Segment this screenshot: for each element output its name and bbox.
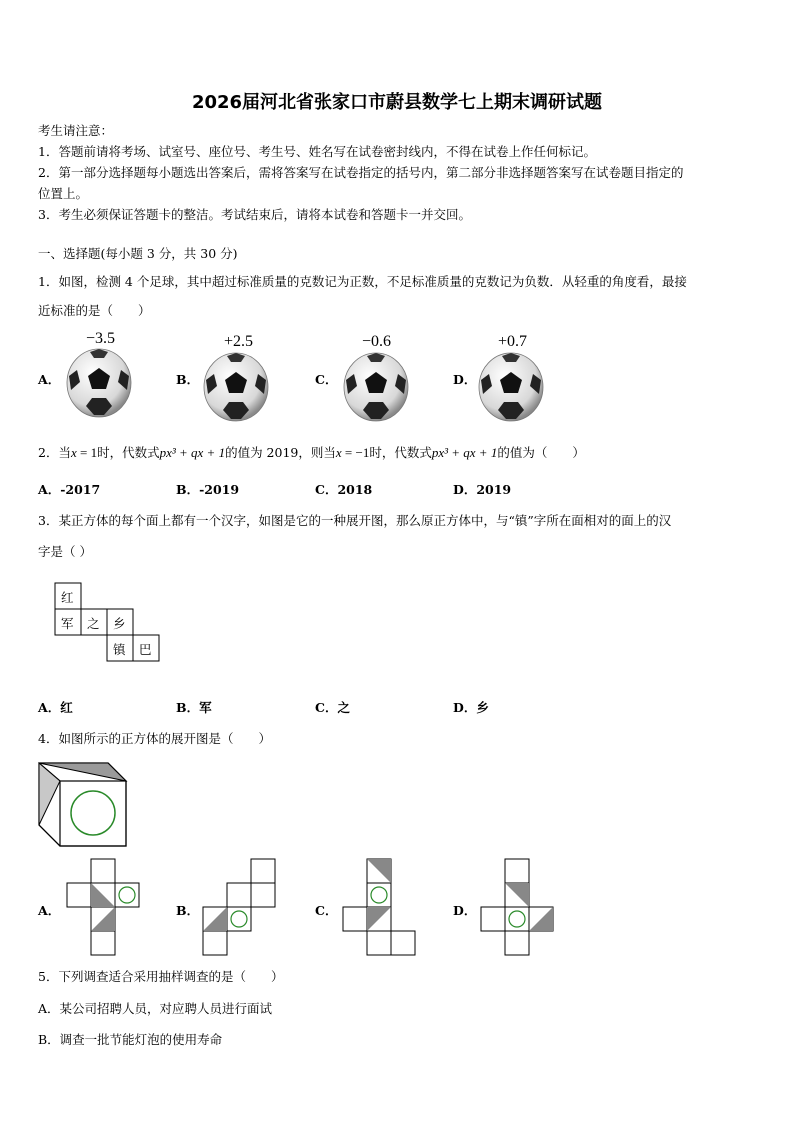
q4-text: 4．如图所示的正方体的展开图是（ ） — [38, 731, 271, 746]
q2-value-1: = 1 — [76, 445, 98, 460]
q2-option-c: C．2018 — [315, 482, 373, 497]
page-title: 2026届河北省张家口市蔚县数学七上期末调研试题 — [191, 92, 603, 113]
q1-option-d-letter: D． — [453, 372, 477, 387]
q4-option-d-net — [480, 858, 556, 958]
soccer-ball-icon — [203, 350, 269, 422]
soccer-ball-icon — [66, 346, 132, 418]
q2-option-a: A．-2017 — [38, 482, 101, 497]
q2-text-part2: 时，代数式 — [97, 445, 160, 460]
q2-expression: px³ + qx + 1 — [431, 445, 498, 460]
q3-option-c: C．之 — [315, 700, 350, 715]
q5-option-b: B．调查一批节能灯泡的使用寿命 — [38, 1032, 223, 1047]
notice-item-3: 3．考生必须保证答题卡的整洁。考试结束后，请将本试卷和答题卡一并交回。 — [38, 207, 471, 222]
q3-net-face: 巴 — [139, 642, 152, 657]
q2-text-part5: 的值为（ ） — [497, 445, 585, 460]
q3-option-d: D．乡 — [453, 700, 489, 715]
q1-option-c-value: −0.6 — [362, 333, 392, 350]
q3-net-face: 乡 — [113, 616, 126, 631]
q4-option-d-letter: D． — [453, 903, 477, 918]
q4-option-c-letter: C． — [315, 903, 338, 918]
section-heading: 一、选择题(每小题 3 分，共 30 分) — [38, 246, 238, 261]
q5-text: 5．下列调查适合采用抽样调查的是（ ） — [38, 969, 284, 984]
q2-text-part4: 时，代数式 — [369, 445, 432, 460]
q3-net-face: 镇 — [113, 642, 126, 657]
q3-text: 3．某正方体的每个面上都有一个汉字，如图是它的一种展开图，那么原正方体中，与“镇”字所在面相对的面上的汉 — [38, 513, 672, 528]
soccer-ball-icon — [478, 350, 544, 422]
notice-item-2-cont: 位置上。 — [38, 186, 89, 201]
q1-option-c-letter: C． — [315, 372, 338, 387]
notice-item-2: 2．第一部分选择题每小题选出答案后，需将答案写在试卷指定的括号内，第二部分非选择题答案写在试卷题目指定的 — [38, 165, 684, 180]
q2-text — [38, 443, 585, 461]
q2-text-part1: 2．当 — [38, 445, 71, 460]
q1-option-b-letter: B． — [176, 372, 200, 387]
q2-expression: px³ + qx + 1 — [159, 445, 226, 460]
q4-option-a-net — [66, 858, 142, 958]
q2-text-part3: 的值为 2019，则当 — [225, 445, 336, 460]
q3-option-b: B．军 — [176, 700, 212, 715]
q3-net-face: 红 — [61, 590, 74, 605]
q1-text: 1．如图，检测 4 个足球，其中超过标准质量的克数记为正数，不足标准质量的克数记为负数．从轻重的角度看，最接 — [38, 274, 687, 289]
q4-option-b-letter: B． — [176, 903, 200, 918]
q4-cube-figure — [38, 759, 128, 847]
q3-option-a: A．红 — [38, 700, 73, 715]
q2-value-2: = −1 — [341, 445, 370, 460]
q2-option-d: D．2019 — [453, 482, 512, 497]
q2-var-x: x — [70, 445, 77, 460]
notice-item-1: 1．答题前请将考场、试室号、座位号、考生号、姓名写在试卷密封线内，不得在试卷上作任何标记。 — [38, 144, 596, 159]
q3-net-face: 军 — [61, 616, 74, 631]
q4-option-a-letter: A． — [38, 903, 61, 918]
q1-text-cont: 近标准的是（ ） — [38, 303, 151, 318]
q2-option-b: B．-2019 — [176, 482, 240, 497]
q5-option-a: A．某公司招聘人员，对应聘人员进行面试 — [38, 1001, 273, 1016]
notice-heading: 考生请注意： — [38, 123, 114, 138]
q1-option-a-value: −3.5 — [86, 330, 116, 347]
q1-option-d-value: +0.7 — [498, 333, 528, 350]
q3-text-cont: 字是（ ） — [38, 544, 92, 559]
q2-var-x: x — [335, 445, 342, 460]
q4-option-b-net — [202, 858, 278, 958]
q4-option-c-net — [342, 858, 418, 958]
soccer-ball-icon — [343, 350, 409, 422]
q3-net-face: 之 — [87, 616, 100, 631]
q1-option-b-value: +2.5 — [224, 333, 254, 350]
q1-option-a-letter: A． — [38, 372, 61, 387]
